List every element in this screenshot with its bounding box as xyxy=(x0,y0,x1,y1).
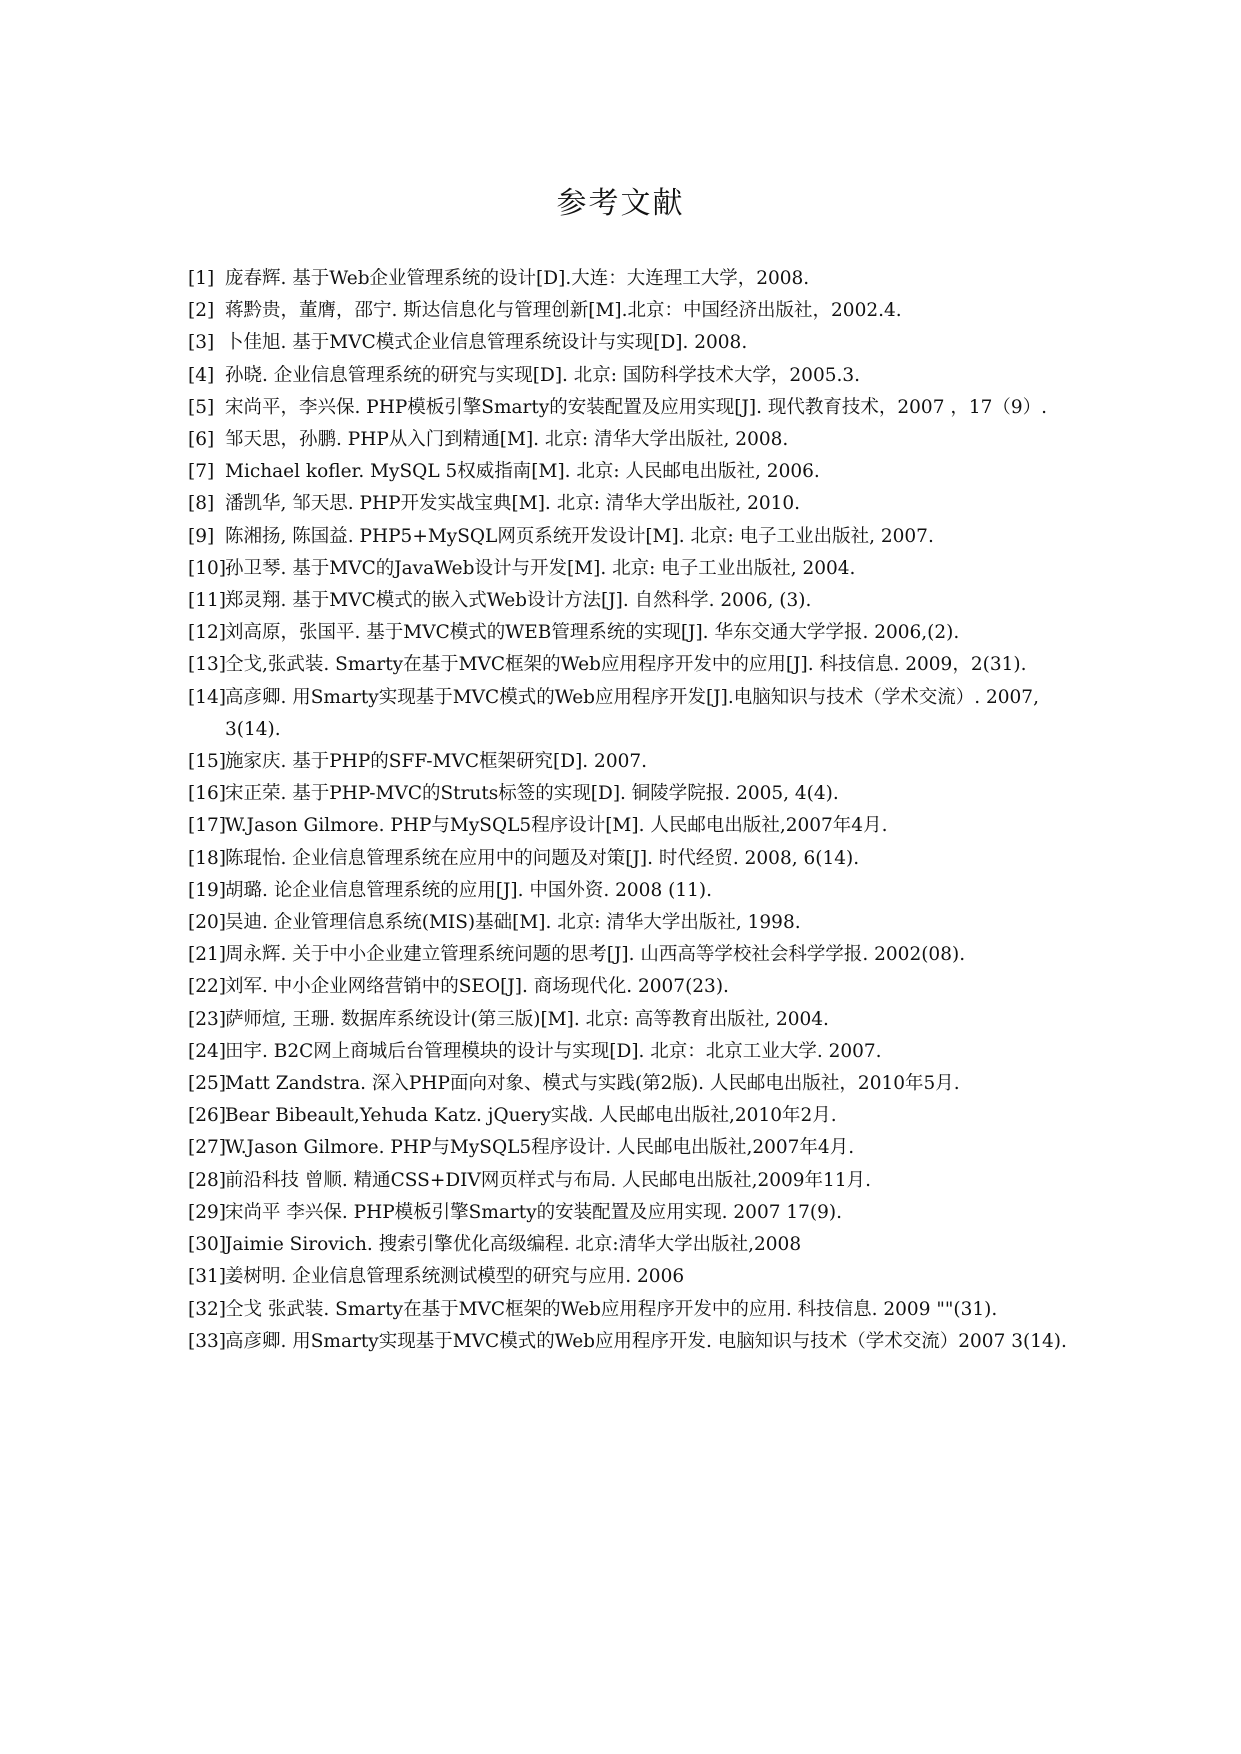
reference-text: 刘高原，张国平. 基于MVC模式的WEB管理系统的实现[J]. 华东交通大学学报. 2006,(2). xyxy=(225,622,960,644)
reference-item xyxy=(188,456,1073,488)
reference-text: 胡璐. 论企业信息管理系统的应用[J]. 中国外资. 2008 (11). xyxy=(225,879,712,901)
reference-item xyxy=(188,1261,1073,1293)
reference-text: 仝戈,张武装. Smarty在基于MVC框架的Web应用程序开发中的应用[J]. 科技信息. 2009，2(31). xyxy=(225,654,1027,676)
reference-number: [5] xyxy=(188,396,215,418)
reference-number: [22] xyxy=(188,976,226,998)
reference-item xyxy=(188,1229,1073,1261)
reference-number: [18] xyxy=(188,847,226,869)
reference-number: [2] xyxy=(188,300,215,322)
reference-text: 郑灵翔. 基于MVC模式的嵌入式Web设计方法[J]. 自然科学. 2006, (3). xyxy=(225,590,812,612)
reference-text: 萨师煊, 王珊. 数据库系统设计(第三版)[M]. 北京: 高等教育出版社, 2004. xyxy=(225,1008,829,1030)
reference-item xyxy=(188,778,1073,810)
reference-text: 田宇. B2C网上商城后台管理模块的设计与实现[D]. 北京：北京工业大学. 2007. xyxy=(225,1040,882,1062)
reference-text: W.Jason Gilmore. PHP与MySQL5程序设计[M]. 人民邮电出版社,2007年4月. xyxy=(225,815,888,837)
reference-number: [8] xyxy=(188,493,215,515)
reference-number: [4] xyxy=(188,364,215,386)
reference-number: [17] xyxy=(188,815,226,837)
reference-number: [10] xyxy=(188,557,226,579)
reference-number: [30] xyxy=(188,1234,226,1256)
reference-number: [27] xyxy=(188,1137,226,1159)
reference-item xyxy=(188,939,1073,971)
reference-item xyxy=(188,649,1073,681)
reference-item xyxy=(188,1326,1073,1358)
reference-text: 孙晓. 企业信息管理系统的研究与实现[D]. 北京: 国防科学技术大学，2005.3. xyxy=(225,364,861,386)
reference-item xyxy=(188,1132,1073,1164)
reference-list xyxy=(188,263,1073,1358)
reference-number: [11] xyxy=(188,590,226,612)
reference-number: [7] xyxy=(188,461,215,483)
reference-number: [33] xyxy=(188,1330,226,1352)
reference-item xyxy=(188,295,1073,327)
reference-item xyxy=(188,1197,1073,1229)
reference-item xyxy=(188,810,1073,842)
reference-number: [12] xyxy=(188,622,226,644)
reference-text: 宋尚平 李兴保. PHP模板引擎Smarty的安装配置及应用实现. 2007 17(9). xyxy=(225,1201,842,1223)
reference-number: [20] xyxy=(188,912,226,934)
reference-item xyxy=(188,488,1073,520)
reference-text: 周永辉. 关于中小企业建立管理系统问题的思考[J]. 山西高等学校社会科学学报. 2002(08). xyxy=(225,944,966,966)
reference-number: [29] xyxy=(188,1201,226,1223)
reference-text: 仝戈 张武装. Smarty在基于MVC框架的Web应用程序开发中的应用. 科技信息. 2009 ""(31). xyxy=(225,1298,998,1320)
reference-text: Bear Bibeault,Yehuda Katz. jQuery实战. 人民邮电出版社,2010年2月. xyxy=(225,1105,837,1127)
reference-number: [3] xyxy=(188,332,215,354)
reference-number: [9] xyxy=(188,525,215,547)
reference-number: [16] xyxy=(188,783,226,805)
reference-number: [28] xyxy=(188,1169,226,1191)
reference-text: 高彦卿. 用Smarty实现基于MVC模式的Web应用程序开发[J].电脑知识与技术（学术交流）. 2007, 3(14). xyxy=(225,686,1045,740)
reference-item xyxy=(188,1165,1073,1197)
reference-number: [1] xyxy=(188,268,215,289)
reference-item xyxy=(188,682,1073,746)
reference-text: 庞春辉. 基于Web企业管理系统的设计[D].大连：大连理工大学，2008. xyxy=(225,268,810,289)
reference-item xyxy=(188,553,1073,585)
reference-text: 刘军. 中小企业网络营销中的SEO[J]. 商场现代化. 2007(23). xyxy=(225,976,729,998)
reference-item xyxy=(188,843,1073,875)
reference-number: [15] xyxy=(188,751,226,773)
reference-text: 陈湘扬, 陈国益. PHP5+MySQL网页系统开发设计[M]. 北京: 电子工业出版社, 2007. xyxy=(225,525,934,547)
reference-item xyxy=(188,907,1073,939)
reference-number: [13] xyxy=(188,654,226,676)
reference-item xyxy=(188,521,1073,553)
reference-item xyxy=(188,1100,1073,1132)
reference-item xyxy=(188,424,1073,456)
reference-text: 邹天思，孙鹏. PHP从入门到精通[M]. 北京: 清华大学出版社, 2008. xyxy=(225,429,789,451)
page-title: 参考文献 xyxy=(556,186,685,221)
reference-number: [6] xyxy=(188,429,215,451)
reference-text: 卜佳旭. 基于MVC模式企业信息管理系统设计与实现[D]. 2008. xyxy=(225,332,748,354)
reference-text: 蒋黔贵，董膺，邵宁. 斯达信息化与管理创新[M].北京：中国经济出版社，2002.4. xyxy=(225,300,902,322)
reference-item xyxy=(188,1004,1073,1036)
reference-text: 潘凯华, 邹天思. PHP开发实战宝典[M]. 北京: 清华大学出版社, 2010. xyxy=(225,493,801,515)
reference-item xyxy=(188,746,1073,778)
reference-text: Michael kofler. MySQL 5权威指南[M]. 北京: 人民邮电出版社, 2006. xyxy=(225,461,820,483)
reference-item xyxy=(188,971,1073,1003)
reference-text: 姜树明. 企业信息管理系统测试模型的研究与应用. 2006 xyxy=(225,1266,685,1288)
reference-number: [26] xyxy=(188,1105,226,1127)
reference-number: [21] xyxy=(188,944,226,966)
reference-item xyxy=(188,327,1073,359)
reference-number: [25] xyxy=(188,1073,226,1095)
reference-item xyxy=(188,585,1073,617)
reference-number: [24] xyxy=(188,1040,226,1062)
reference-item xyxy=(188,1036,1073,1068)
reference-number: [23] xyxy=(188,1008,226,1030)
reference-text: 高彦卿. 用Smarty实现基于MVC模式的Web应用程序开发. 电脑知识与技术（学术交流）2007 3(14). xyxy=(225,1330,1067,1352)
reference-text: 前沿科技 曾顺. 精通CSS+DIV网页样式与布局. 人民邮电出版社,2009年11月. xyxy=(225,1169,871,1191)
reference-text: 宋尚平，李兴保. PHP模板引擎Smarty的安装配置及应用实现[J]. 现代教育技术，2007 ，17（9）. xyxy=(225,396,1048,418)
reference-text: W.Jason Gilmore. PHP与MySQL5程序设计. 人民邮电出版社,2007年4月. xyxy=(225,1137,855,1159)
reference-text: 宋正荣. 基于PHP-MVC的Struts标签的实现[D]. 铜陵学院报. 2005, 4(4). xyxy=(225,783,839,805)
reference-item xyxy=(188,392,1073,424)
reference-text: Matt Zandstra. 深入PHP面向对象、模式与实践(第2版). 人民邮电出版社，2010年5月. xyxy=(225,1073,960,1095)
reference-number: [32] xyxy=(188,1298,226,1320)
reference-item xyxy=(188,1068,1073,1100)
reference-item xyxy=(188,263,1073,295)
reference-number: [19] xyxy=(188,879,226,901)
reference-text: 吴迪. 企业管理信息系统(MIS)基础[M]. 北京: 清华大学出版社, 1998. xyxy=(225,912,801,934)
reference-text: 孙卫琴. 基于MVC的JavaWeb设计与开发[M]. 北京: 电子工业出版社, 2004. xyxy=(225,557,856,579)
reference-item xyxy=(188,1294,1073,1326)
reference-number: [14] xyxy=(188,686,226,708)
reference-text: Jaimie Sirovich. 搜索引擎优化高级编程. 北京:清华大学出版社,2008 xyxy=(225,1234,802,1256)
reference-item xyxy=(188,360,1073,392)
reference-item xyxy=(188,617,1073,649)
reference-item xyxy=(188,875,1073,907)
reference-text: 施家庆. 基于PHP的SFF-MVC框架研究[D]. 2007. xyxy=(225,751,648,773)
reference-text: 陈琨怡. 企业信息管理系统在应用中的问题及对策[J]. 时代经贸. 2008, 6(14). xyxy=(225,847,860,869)
reference-number: [31] xyxy=(188,1266,226,1288)
